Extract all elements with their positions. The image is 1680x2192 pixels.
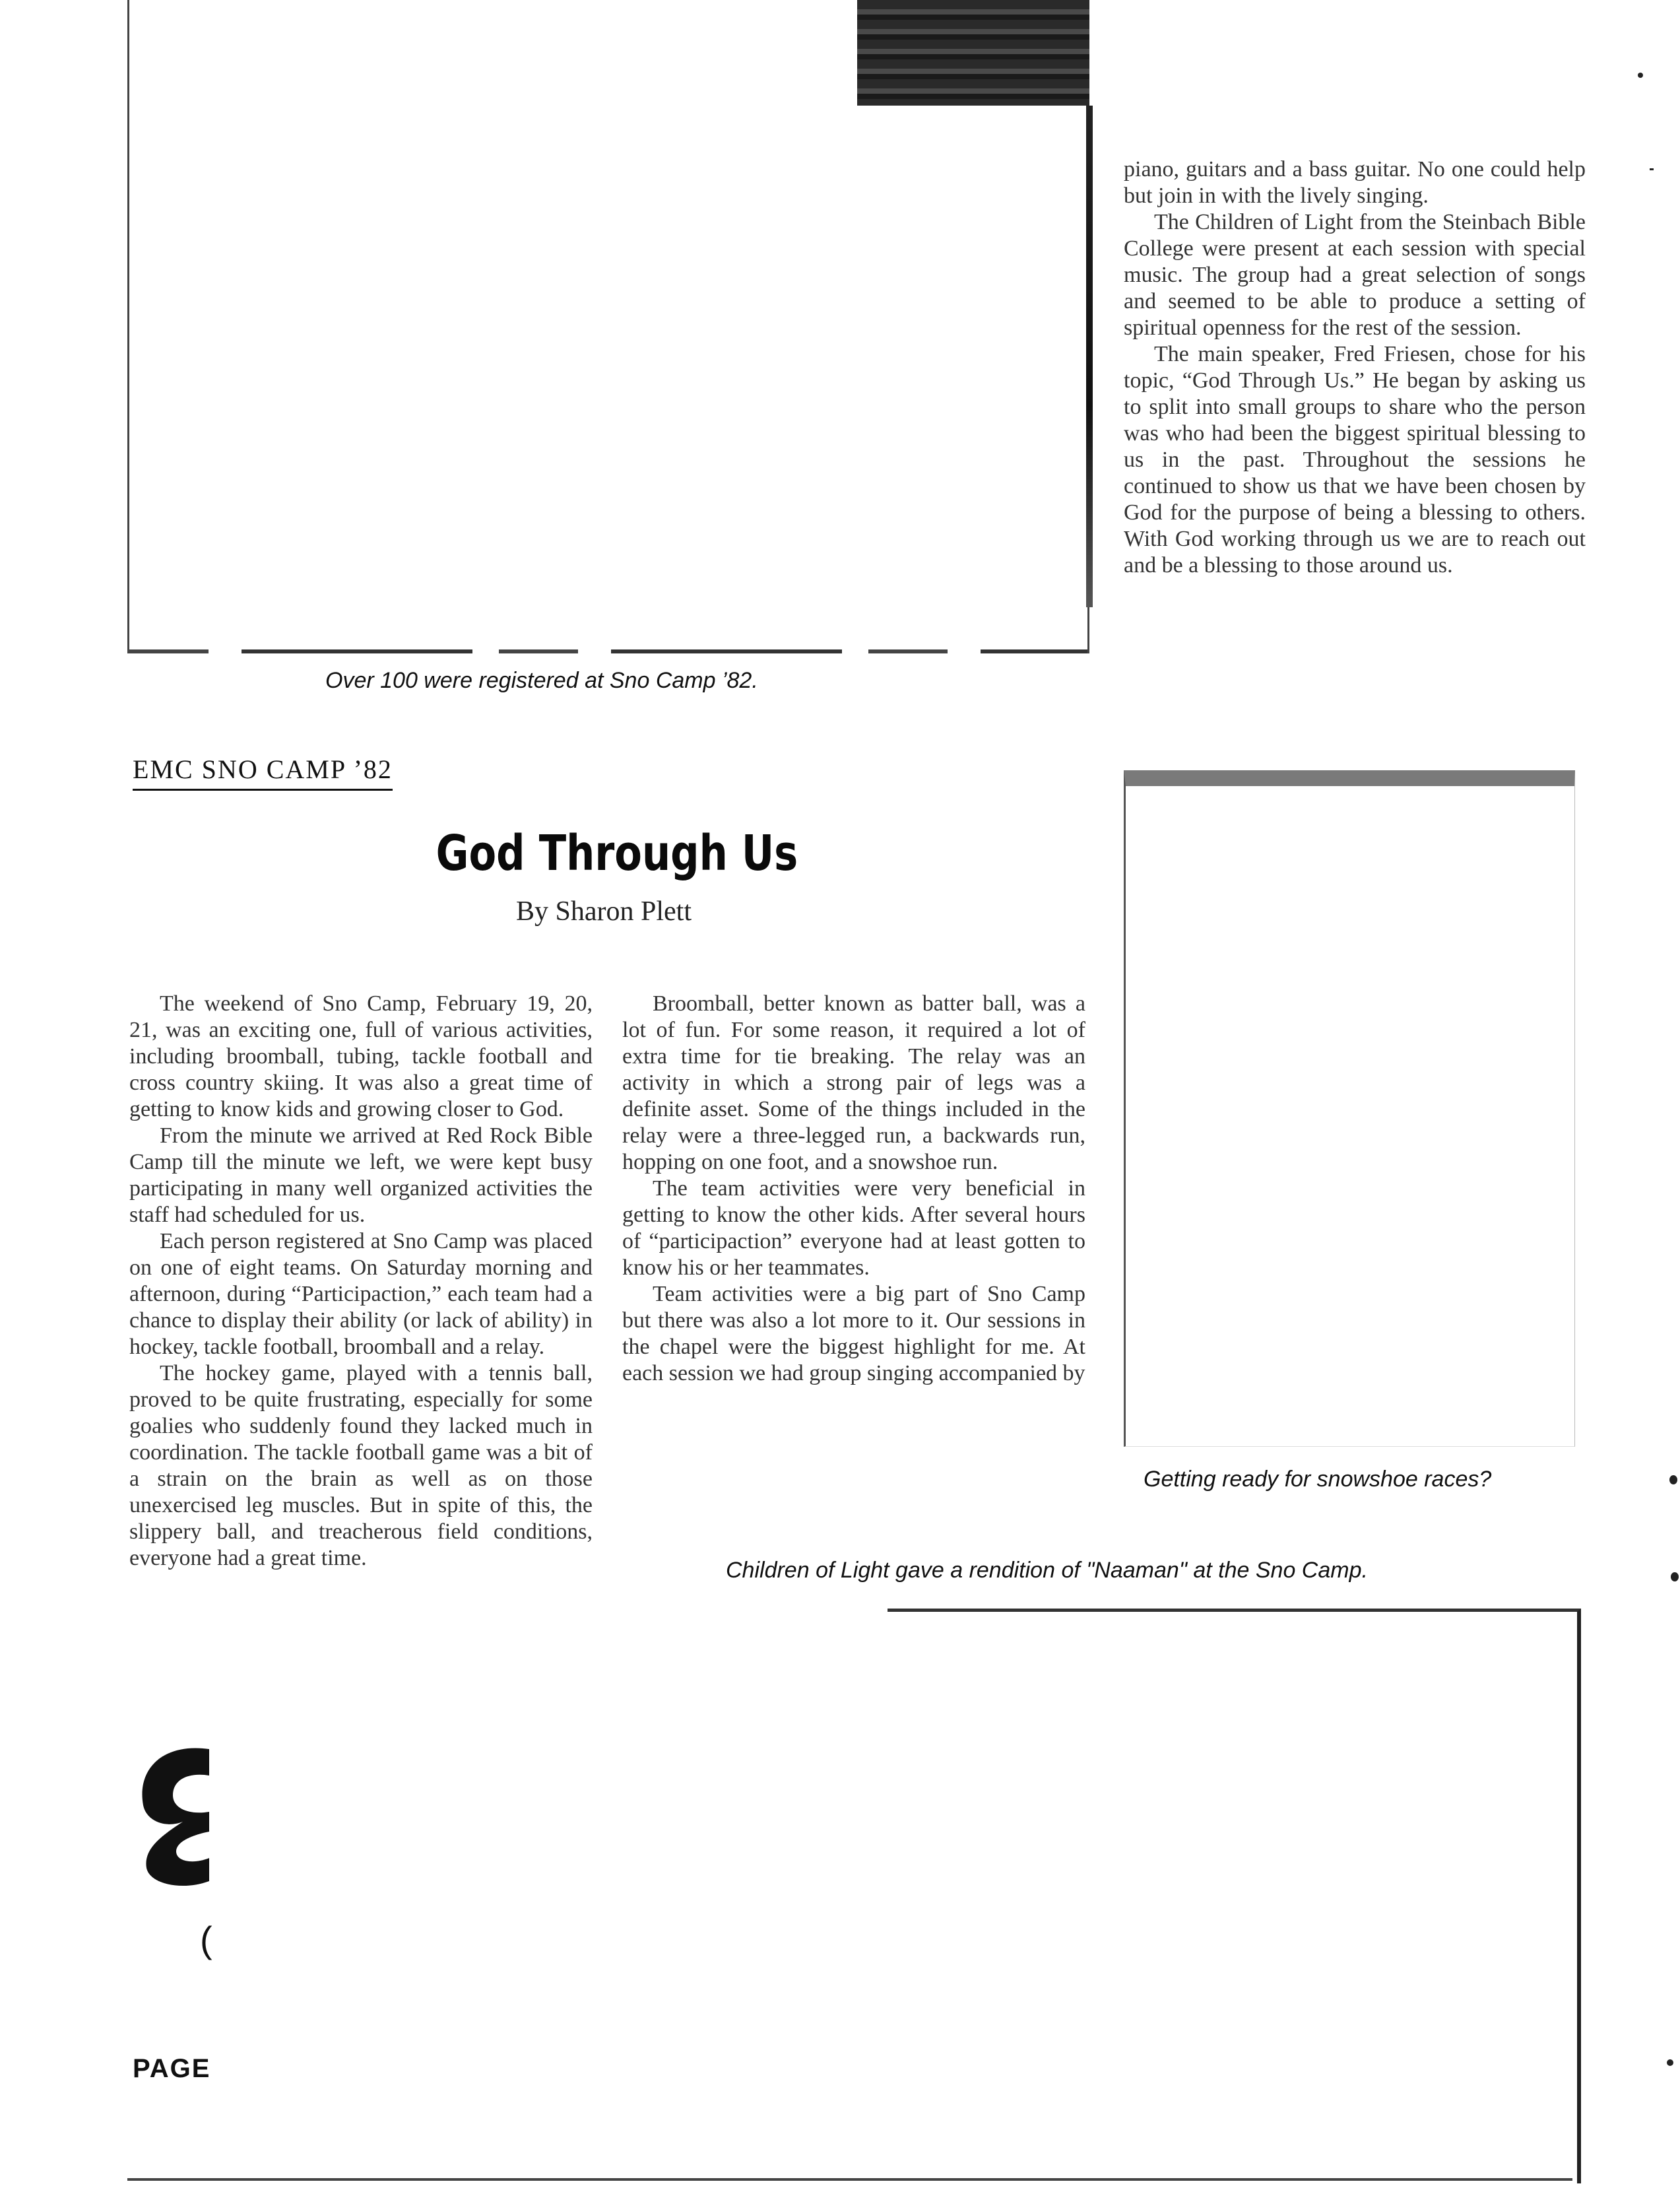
article-title: God Through Us (436, 825, 798, 882)
article-column-right-top (1124, 156, 1586, 579)
article-column-middle (622, 991, 1085, 1387)
paragraph: The hockey game, played with a tennis ball, proved to be quite frustrating, especially for some goalies who suddenly found they lacked much in coordination. The tackle football game was a bit of a strain on the brain as well as on those unexercised leg muscles. But in spite of this, the slippery ball, and treacherous field conditions, everyone had a great time. (129, 1361, 593, 1570)
article-byline: By Sharon Plett (515, 896, 692, 927)
page-bottom-rule (127, 2178, 1572, 2181)
photo-dark-edge (1086, 106, 1093, 607)
scan-mark (1671, 1572, 1679, 1581)
paragraph: Each person registered at Sno Camp was placed on one of eight teams. On Saturday morning and afternoon, during “Participaction,” each team had a chance to display their ability (or lack of ability) in hockey, tackle football, broomball and a relay. (129, 1229, 593, 1359)
photo-dark-corner (857, 0, 1089, 106)
caption-bottom-photo: Children of Light gave a rendition of "Naaman" at the Sno Camp. (726, 1558, 1368, 1583)
caption-top-photo: Over 100 were registered at Sno Camp ’82. (325, 668, 758, 693)
paragraph: The weekend of Sno Camp, February 19, 20, 21, was an exciting one, full of various activities, including broomball, tubing, tackle football and cross country skiing. It was also a great time of getting to know kids and growing closer to God. (129, 991, 593, 1121)
paragraph: Broomball, better known as batter ball, was a lot of fun. For some reason, it required a lot of extra time for tie breaking. The relay was an activity in which a strong pair of legs was a definite asset. Some of the things included in the relay were a three-legged run, a backwards run, hopping on one foot, and a snowshoe run. (622, 991, 1085, 1174)
paragraph: From the minute we arrived at Red Rock Bible Camp till the minute we left, we were kept busy participating in many well organized activities the staff had scheduled for us. (129, 1123, 593, 1227)
photo-snowshoe-races (1124, 770, 1575, 1447)
scan-mark (1650, 168, 1654, 170)
section-kicker: EMC SNO CAMP ’82 (133, 754, 393, 791)
page-label: PAGE (133, 2054, 211, 2083)
paragraph: The Children of Light from the Steinbach Bible College were present at each session with special music. The group had a great selection of songs and seemed to be able to produce a setting of spiritual openness for the rest of the session. (1124, 210, 1586, 340)
paragraph: piano, guitars and a bass guitar. No one could help but join in with the lively singing. (1124, 157, 1586, 208)
scan-mark (1669, 1475, 1677, 1484)
partial-logo-icon (137, 1743, 209, 1888)
paragraph: Team activities were a big part of Sno Camp but there was also a lot more to it. Our sessions in the chapel were the biggest highlight for me. At each session we had group singing accompanied by (622, 1282, 1085, 1385)
paragraph: The team activities were very beneficial in getting to know the other kids. After several hours of “participaction” everyone had at least gotten to know his or her teammates. (622, 1176, 1085, 1280)
photo-children-of-light (888, 1609, 1581, 2183)
caption-right-photo: Getting ready for snowshoe races? (1144, 1467, 1492, 1492)
scan-mark (1638, 73, 1643, 78)
photo-bottom-edge (129, 649, 1087, 653)
scan-mark (1667, 2059, 1673, 2066)
photo-sno-camp-group (127, 0, 1089, 653)
paragraph: The main speaker, Fred Friesen, chose for his topic, “God Through Us.” He began by asking us to split into small groups to share who the person was who had been the biggest spiritual blessing to us in the past. Throughout the sessions he continued to show us that we have been chosen by God for the purpose of being a blessing to others. With God working through us we are to reach out and be a blessing to those around us. (1124, 342, 1586, 578)
article-column-left (129, 991, 593, 1572)
logo-fragment-paren: ( (200, 1919, 212, 1960)
